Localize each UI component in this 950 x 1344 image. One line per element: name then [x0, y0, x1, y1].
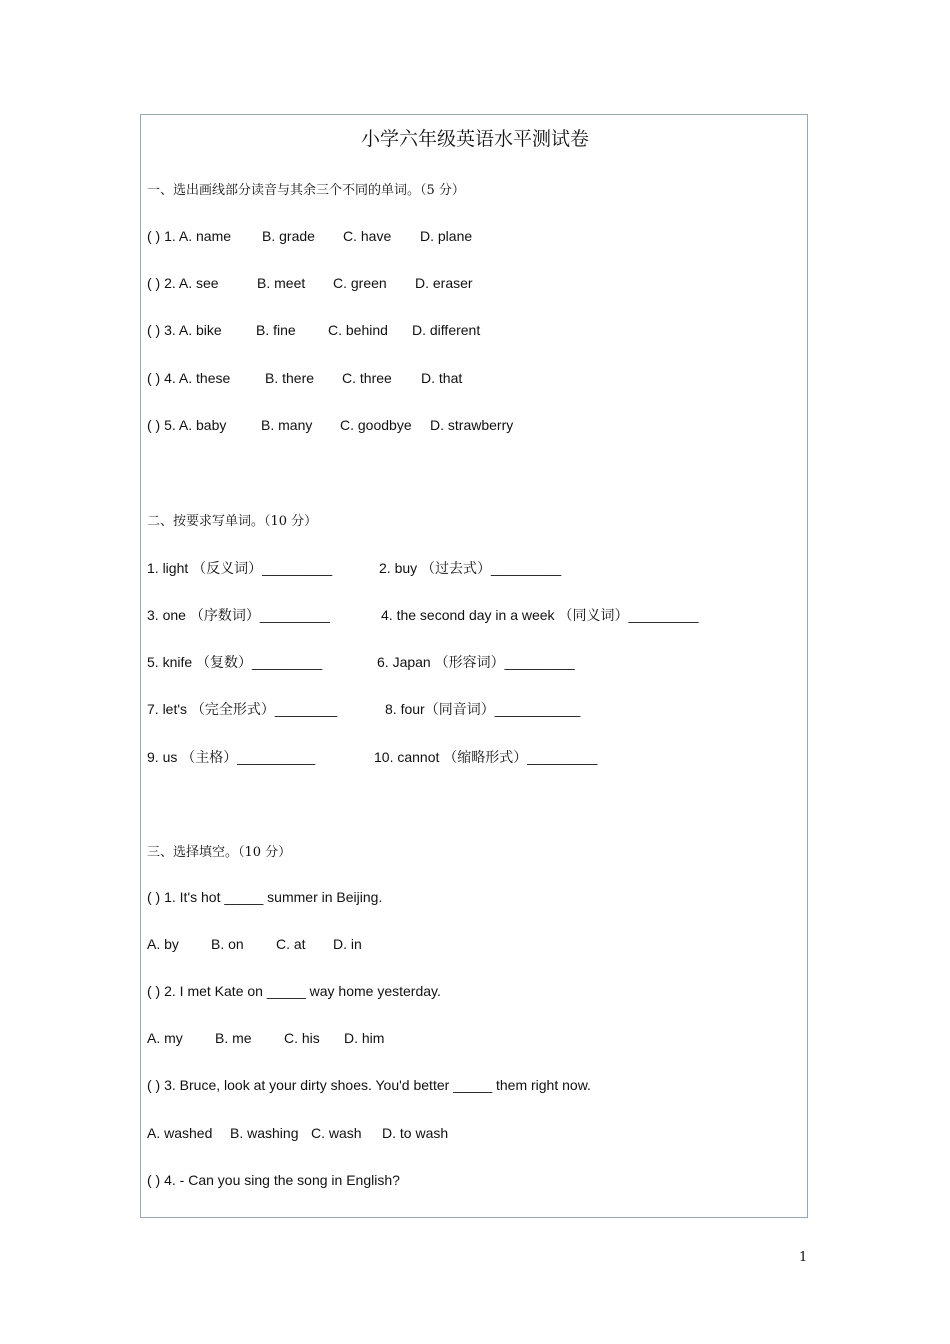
option-d: D. him — [344, 1030, 385, 1046]
question-stem: ( ) 2. I met Kate on _____ way home yesterday. — [147, 983, 441, 999]
word-task-left: 7. let's （完全形式）________ — [147, 701, 338, 717]
question-row — [147, 275, 473, 291]
question-stem: ( ) 1. It's hot _____ summer in Beijing. — [147, 889, 383, 905]
question-row — [147, 699, 581, 719]
question-stem: ( ) 5. A. baby — [147, 417, 227, 433]
option-b: B. meet — [257, 275, 306, 291]
option-c: C. three — [342, 370, 392, 386]
option-row — [147, 1030, 385, 1046]
option-b: B. washing — [230, 1125, 299, 1141]
option-d: D. in — [333, 936, 362, 952]
option-b: B. fine — [256, 322, 296, 338]
question-row — [147, 747, 598, 767]
option-b: B. on — [211, 936, 244, 952]
question-stem: ( ) 3. A. bike — [147, 322, 222, 338]
option-d: D. that — [421, 370, 463, 386]
option-a: A. my — [147, 1030, 183, 1046]
question-stem: ( ) 4. - Can you sing the song in English? — [147, 1172, 400, 1188]
question-row — [147, 558, 562, 578]
option-c: C. wash — [311, 1125, 362, 1141]
question-stem: ( ) 3. Bruce, look at your dirty shoes. You'd better _____ them right now. — [147, 1077, 591, 1093]
question-stem: ( ) 4. A. these — [147, 370, 231, 386]
question-row — [147, 417, 514, 433]
option-row — [147, 1125, 449, 1141]
word-task-left: 5. knife （复数）_________ — [147, 654, 323, 670]
question-stem: ( ) 2. A. see — [147, 275, 219, 291]
option-c: C. at — [276, 936, 306, 952]
option-b: B. grade — [262, 228, 315, 244]
option-c: C. his — [284, 1030, 320, 1046]
question-row — [147, 605, 699, 625]
page-number: 1 — [799, 1250, 808, 1265]
option-d: D. strawberry — [430, 417, 514, 433]
word-task-right: 10. cannot （缩略形式）_________ — [374, 749, 598, 765]
question-stem: ( ) 1. A. name — [147, 228, 232, 244]
question-row — [147, 228, 473, 244]
option-b: B. me — [215, 1030, 252, 1046]
question-row — [147, 370, 463, 386]
option-b: B. many — [261, 417, 313, 433]
option-d: D. to wash — [382, 1125, 449, 1141]
option-c: C. have — [343, 228, 392, 244]
option-c: C. behind — [328, 322, 388, 338]
option-a: A. washed — [147, 1125, 213, 1141]
word-task-left: 1. light （反义词）_________ — [147, 560, 333, 576]
word-task-right: 6. Japan （形容词）_________ — [377, 654, 575, 670]
option-b: B. there — [265, 370, 315, 386]
option-c: C. green — [333, 275, 387, 291]
option-c: C. goodbye — [340, 417, 412, 433]
section3-heading: 三、选择填空。（10 分） — [147, 845, 292, 860]
option-d: D. different — [412, 322, 481, 338]
word-task-left: 3. one （序数词）_________ — [147, 607, 330, 623]
option-d: D. plane — [420, 228, 473, 244]
page-title: 小学六年级英语水平测试卷 — [360, 128, 589, 150]
word-task-right: 4. the second day in a week （同义词）_________ — [381, 607, 699, 623]
question-row — [147, 652, 575, 672]
question-row — [147, 322, 481, 338]
word-task-right: 8. four（同音词）___________ — [385, 701, 581, 717]
section1-heading: 一、选出画线部分读音与其余三个不同的单词。（5 分） — [147, 183, 465, 198]
option-row — [147, 936, 362, 952]
word-task-right: 2. buy （过去式）_________ — [379, 560, 562, 576]
option-d: D. eraser — [415, 275, 473, 291]
section2-heading: 二、按要求写单词。（10 分） — [147, 514, 318, 529]
option-a: A. by — [147, 936, 179, 952]
word-task-left: 9. us （主格）__________ — [147, 749, 316, 765]
